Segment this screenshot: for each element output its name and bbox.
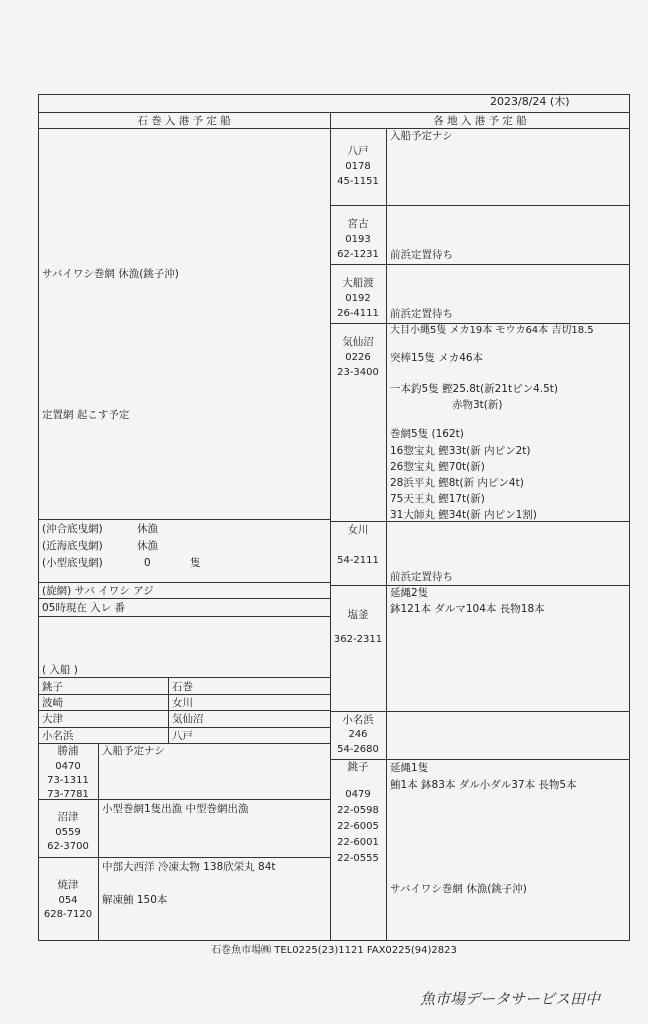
katsuura-tel: 73-7781 [47, 789, 89, 800]
sep-r2 [330, 264, 630, 265]
kesennuma-line: 赤物3t(新) [452, 399, 503, 411]
miyako-name: 宮古 [347, 218, 369, 230]
yaizu-name: 焼津 [57, 879, 79, 891]
katsuura-name: 勝浦 [57, 745, 79, 757]
senmo-label: (旋網) サバ イワシ アジ [42, 585, 154, 597]
trawl-label: (近海底曳網) [42, 540, 103, 552]
trawl-label: (沖合底曳網) [42, 523, 103, 535]
right-name-divider [386, 128, 387, 940]
ofunato-name: 大船渡 [342, 277, 374, 289]
choshi-line: 延縄1隻 [390, 762, 429, 774]
port-name: 石巻 [172, 681, 193, 693]
left-name-divider [98, 743, 99, 940]
date: 2023/8/24 (木) [490, 95, 570, 108]
port-name: 波崎 [42, 697, 63, 709]
choshi-name: 銚子 [347, 761, 369, 773]
kesennuma-line: 31大師丸 鰹34t(新 内ピン1割) [390, 509, 537, 521]
sep-l6 [38, 694, 330, 695]
choshi-line: サバイワシ巻網 休漁(銚子沖) [390, 883, 527, 895]
teichi-note: 定置網 起こす予定 [42, 409, 130, 421]
port-name: 女川 [172, 697, 193, 709]
sep-l9 [38, 743, 330, 744]
sep-l2 [38, 582, 330, 583]
sep-r6 [330, 711, 630, 712]
katsuura-info: 入船予定ナシ [102, 745, 165, 757]
sep-l7 [38, 710, 330, 711]
choshi-tel: 22-6005 [337, 821, 379, 832]
choshi-tel: 0479 [345, 789, 371, 800]
trawl-value: 休漁 [137, 540, 158, 552]
yaizu-info: 中部大西洋 冷凍太物 138欣栄丸 84t [102, 861, 276, 873]
table-border-right [629, 94, 630, 940]
katsuura-tel: 0470 [55, 761, 81, 772]
sep-l5 [38, 677, 330, 678]
kesennuma-line: 大目小縄5隻 メカ19本 モウカ64本 吉切18.5 [390, 325, 594, 336]
kesennuma-name: 気仙沼 [342, 336, 374, 348]
trawl-label: (小型底曳網) [42, 557, 103, 569]
ofunato-tel: 0192 [345, 293, 371, 304]
shiogama-tel: 362-2311 [333, 634, 383, 645]
port-name: 小名浜 [42, 730, 74, 742]
port-name: 銚子 [42, 681, 63, 693]
table-border-bottom [38, 940, 630, 941]
choshi-tel: 22-6001 [337, 837, 379, 848]
choshi-line: 鮪1本 鉢83本 ダル小ダル37本 長物5本 [390, 779, 577, 791]
choshi-tel: 22-0555 [337, 853, 379, 864]
hachinohe-tel: 0178 [345, 161, 371, 172]
port-name: 八戸 [172, 730, 193, 742]
trawl-unit: 隻 [190, 557, 201, 569]
header-row-bottom [38, 128, 630, 129]
shiogama-line: 鉢121本 ダルマ104本 長物18本 [390, 603, 545, 615]
onahama-tel: 54-2680 [337, 744, 379, 755]
sep-l11 [38, 857, 330, 858]
hachinohe-name: 八戸 [347, 145, 369, 157]
yaizu-tel: 628-7120 [43, 909, 93, 920]
numazu-info: 小型巻網1隻出漁 中型巻網出漁 [102, 803, 249, 815]
miyako-tel: 62-1231 [337, 249, 379, 260]
choshi-tel: 22-0598 [337, 805, 379, 816]
kesennuma-line: 26惣宝丸 鰹70t(新) [390, 461, 485, 473]
ofunato-tel: 26-4111 [337, 308, 379, 319]
onagawa-name: 女川 [347, 524, 369, 536]
kesennuma-line: 巻網5隻 (162t) [390, 428, 464, 440]
footer-contact: 石巻魚市場㈱ TEL0225(23)1121 FAX0225(94)2823 [211, 945, 457, 956]
nyusen-header: ( 入船 ) [42, 664, 78, 676]
katsuura-tel: 73-1311 [47, 775, 89, 786]
numazu-name: 沼津 [57, 811, 79, 823]
kesennuma-tel: 0226 [345, 352, 371, 363]
yaizu-info: 解凍鮪 150本 [102, 894, 168, 906]
hachinohe-tel: 45-1151 [337, 176, 379, 187]
kesennuma-tel: 23-3400 [337, 367, 379, 378]
port-name: 大津 [42, 713, 63, 725]
numazu-tel: 62-3700 [47, 841, 89, 852]
kesennuma-line: 75天王丸 鰹17t(新) [390, 493, 485, 505]
onahama-tel: 246 [348, 729, 368, 740]
sep-r1 [330, 205, 630, 206]
trawl-value: 0 [144, 557, 151, 569]
onagawa-info: 前浜定置待ち [390, 571, 453, 583]
header-ishinomaki: 石 巻 入 港 予 定 船 [137, 115, 231, 127]
sep-l8 [38, 727, 330, 728]
sep-r4 [330, 521, 630, 522]
sep-r5 [330, 585, 630, 586]
sep-l3 [38, 598, 330, 599]
shiogama-line: 延縄2隻 [390, 587, 429, 599]
kesennuma-line: 一本釣5隻 鰹25.8t(新21tピン4.5t) [390, 383, 558, 395]
sep-r7 [330, 759, 630, 760]
miyako-info: 前浜定置待ち [390, 249, 453, 261]
onagawa-tel: 54-2111 [337, 555, 379, 566]
kesennuma-line: 16惣宝丸 鰹33t(新 内ピン2t) [390, 445, 531, 457]
port-name: 気仙沼 [172, 713, 204, 725]
numazu-tel: 0559 [55, 827, 81, 838]
saba-iwashi-note: サバイワシ巻網 休漁(銚子沖) [42, 268, 179, 280]
header-kakuchi: 各 地 入 港 予 定 船 [433, 115, 527, 127]
genzai-label: 05時現在 入レ 番 [42, 602, 126, 614]
handwritten-signature: 魚市場データサービス田中 [420, 990, 601, 1008]
ports-divider [168, 677, 169, 743]
kesennuma-line: 突棒15隻 メカ46本 [390, 352, 484, 364]
miyako-tel: 0193 [345, 234, 371, 245]
onahama-name: 小名浜 [342, 714, 374, 726]
trawl-value: 休漁 [137, 523, 158, 535]
kesennuma-line: 28浜平丸 鰹8t(新 内ピン4t) [390, 477, 524, 489]
hachinohe-info: 入船予定ナシ [390, 130, 453, 142]
table-border-top [38, 112, 630, 113]
sep-l4 [38, 616, 330, 617]
sep-l1 [38, 519, 330, 520]
shiogama-name: 塩釜 [347, 609, 369, 621]
sep-r3 [330, 323, 630, 324]
yaizu-tel: 054 [58, 895, 78, 906]
ofunato-info: 前浜定置待ち [390, 308, 453, 320]
